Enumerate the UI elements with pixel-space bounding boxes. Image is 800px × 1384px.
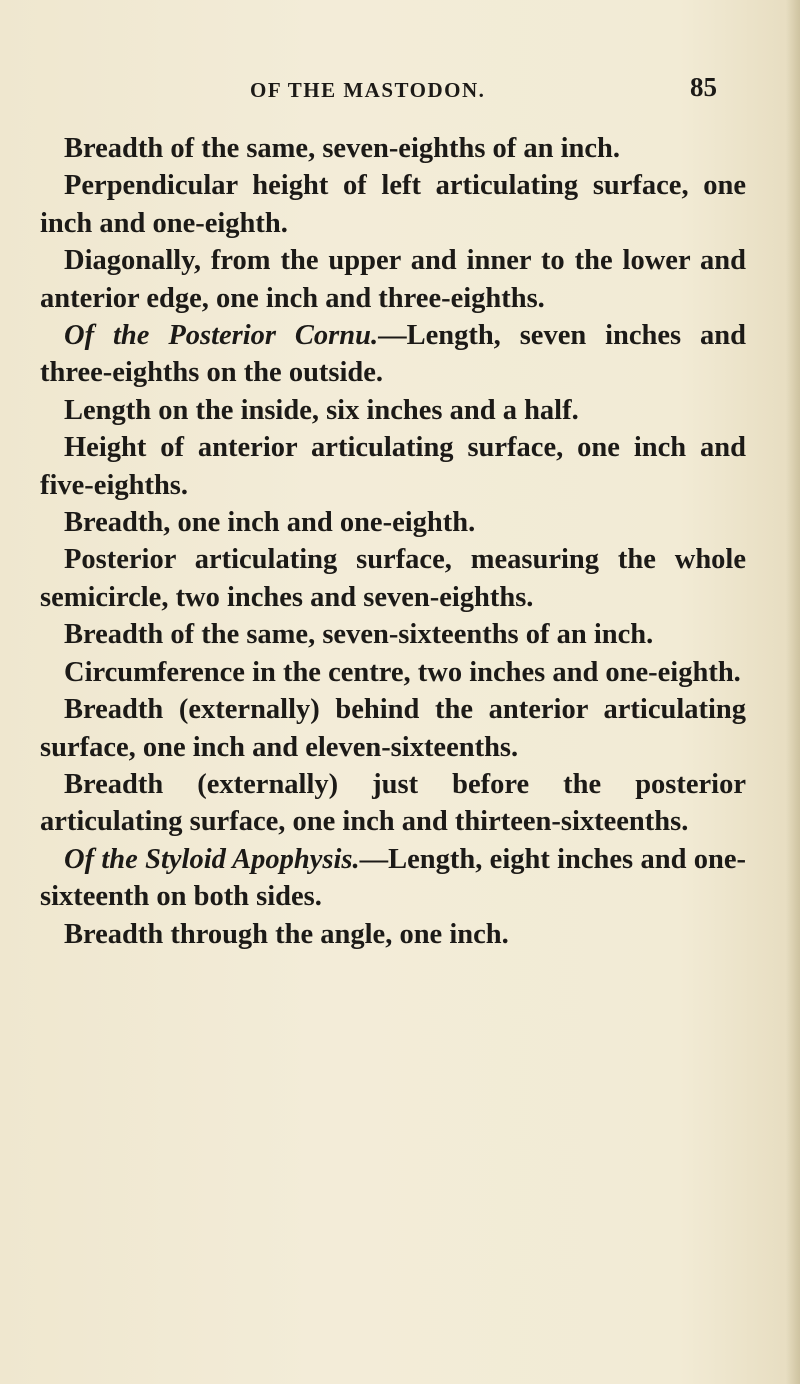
paragraph [40, 616, 746, 653]
section-heading: Of the Styloid Apophysis. [64, 843, 360, 875]
paragraph-text: Perpendicular height of left articulating surface, one inch and one-eighth. [40, 170, 746, 239]
paragraph-text: Posterior articulating surface, measuring the whole semicircle, two inches and seven-eighths. [40, 544, 746, 613]
paragraph [40, 691, 746, 766]
paragraph [40, 392, 746, 429]
paragraph [40, 541, 746, 616]
paragraph [40, 841, 746, 916]
page-header [0, 72, 800, 112]
paragraph-text: Breadth (externally) just before the posterior articulating surface, one inch and thirteen-sixteenths. [40, 768, 746, 838]
paragraph [40, 167, 746, 242]
paragraph-text: —Length, eight inches and one-sixteenth on both sides. [40, 843, 746, 913]
paragraph-text: Height of anterior articulating surface, one inch and five-eighths. [40, 432, 746, 501]
paragraph [40, 504, 746, 541]
paragraph [40, 317, 746, 392]
paragraph [40, 766, 746, 841]
page-number: 85 [690, 72, 717, 102]
running-head: OF THE MASTODON. [250, 78, 486, 102]
paragraph [40, 429, 746, 504]
paragraph-text: Breadth of the same, seven-sixteenths of an inch. [64, 619, 654, 651]
paragraph-text: Length on the inside, six inches and a half. [64, 394, 579, 426]
section-heading: Of the Posterior Cornu. [64, 320, 379, 352]
page-edge-shadow [786, 0, 800, 1384]
paragraph-text: Breadth, one inch and one-eighth. [64, 507, 476, 539]
paragraph [40, 916, 746, 953]
body-text [40, 130, 746, 953]
paragraph-text: Circumference in the centre, two inches and one-eighth. [64, 656, 741, 688]
paragraph-text: Diagonally, from the upper and inner to the lower and anterior edge, one inch and three-eighths. [40, 245, 746, 314]
paragraph-text: Breadth of the same, seven-eighths of an inch. [64, 133, 621, 164]
paragraph-text: —Length, seven inches and three-eighths on the outside. [40, 320, 746, 389]
paragraph [40, 654, 746, 691]
paragraph [40, 242, 746, 317]
paragraph [40, 130, 746, 167]
paragraph-text: Breadth through the angle, one inch. [64, 918, 509, 950]
paragraph-text: Breadth (externally) behind the anterior articulating surface, one inch and eleven-sixteenths. [40, 694, 746, 763]
